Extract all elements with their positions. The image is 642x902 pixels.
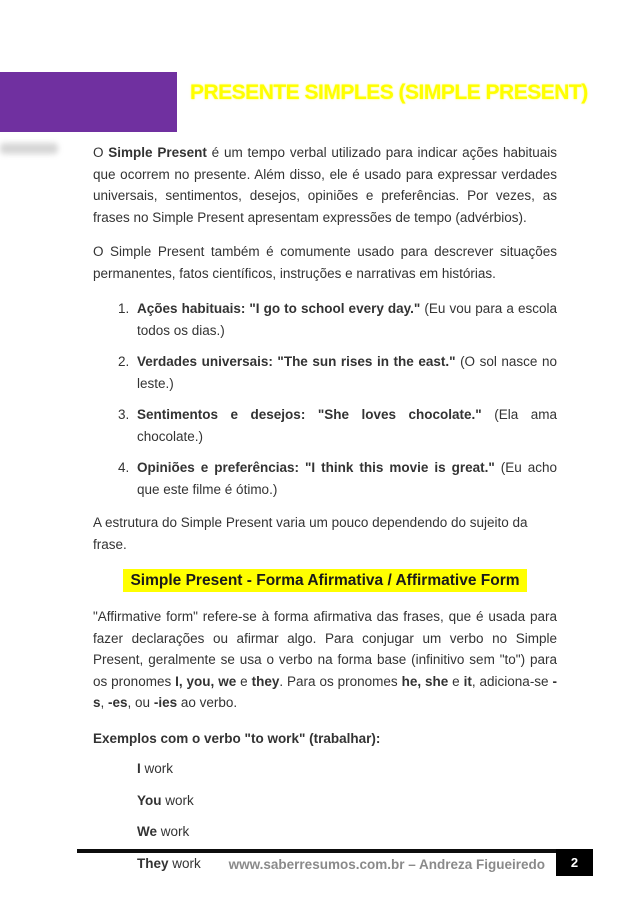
structure-note: A estrutura do Simple Present varia um pouco dependendo do sujeito da frase. xyxy=(93,515,528,552)
page-number-badge xyxy=(556,849,593,876)
footer-credit: www.saberresumos.com.br – Andreza Figueiredo xyxy=(228,857,545,872)
print-smudge-artifact xyxy=(0,143,58,154)
list-item-text: Ações habituais: "I go to school every day." (Eu vou para a escola todos os dias.) xyxy=(137,301,557,338)
affirmative-form-paragraph: "Affirmative form" refere-se à forma afirmativa das frases, que é usada para fazer declarações ou afirmar algo. Para conjugar um verbo no Simple Present, geralmente se usa o verbo na forma base (infinitivo sem "to") para os pronomes I, you, we e they. Para os pronomes he, she e it, adiciona-se -s, -es, ou -ies ao verbo. xyxy=(93,609,557,710)
list-item xyxy=(93,457,557,500)
list-item-number: 2. xyxy=(118,354,130,369)
example-line: They work xyxy=(137,855,201,871)
section-heading-row xyxy=(93,569,557,592)
list-item xyxy=(93,351,557,394)
example-line: You work xyxy=(137,792,194,808)
intro-paragraph: O Simple Present é um tempo verbal utilizado para indicar ações habituais que ocorrem no presente. Além disso, ele é usado para expressar verdades universais, sentimentos, desejos, opiniões e preferências. Por vezes, as frases no Simple Present apresentam expressões de tempo (advérbios). xyxy=(93,145,557,225)
page-number: 2 xyxy=(570,855,579,870)
list-item-text: Verdades universais: "The sun rises in the east." (O sol nasce no leste.) xyxy=(137,354,557,391)
footer-divider-bar xyxy=(77,849,593,853)
list-item-number: 1. xyxy=(118,301,130,316)
purple-header-banner xyxy=(0,72,177,132)
list-item-text: Opiniões e preferências: "I think this movie is great." (Eu acho que este filme é ótimo.) xyxy=(137,460,557,497)
page-title: PRESENTE SIMPLES (SIMPLE PRESENT) xyxy=(190,81,588,104)
example-line: We work xyxy=(137,824,190,839)
list-item-number: 4. xyxy=(118,460,130,475)
document-body xyxy=(93,142,557,884)
example-line: I work xyxy=(137,761,174,776)
list-item-number: 3. xyxy=(118,407,130,422)
section-heading-highlighted: Simple Present - Forma Afirmativa / Affirmative Form xyxy=(123,569,526,592)
list-item-text: Sentimentos e desejos: "She loves chocolate." (Ela ama chocolate.) xyxy=(137,407,557,444)
usage-examples-list xyxy=(93,298,557,500)
examples-label: Exemplos com o verbo "to work" (trabalhar): xyxy=(93,730,381,746)
list-item xyxy=(93,298,557,341)
usage-paragraph: O Simple Present também é comumente usado para descrever situações permanentes, fatos científicos, instruções e narrativas em histórias. xyxy=(93,244,557,281)
list-item xyxy=(93,404,557,447)
